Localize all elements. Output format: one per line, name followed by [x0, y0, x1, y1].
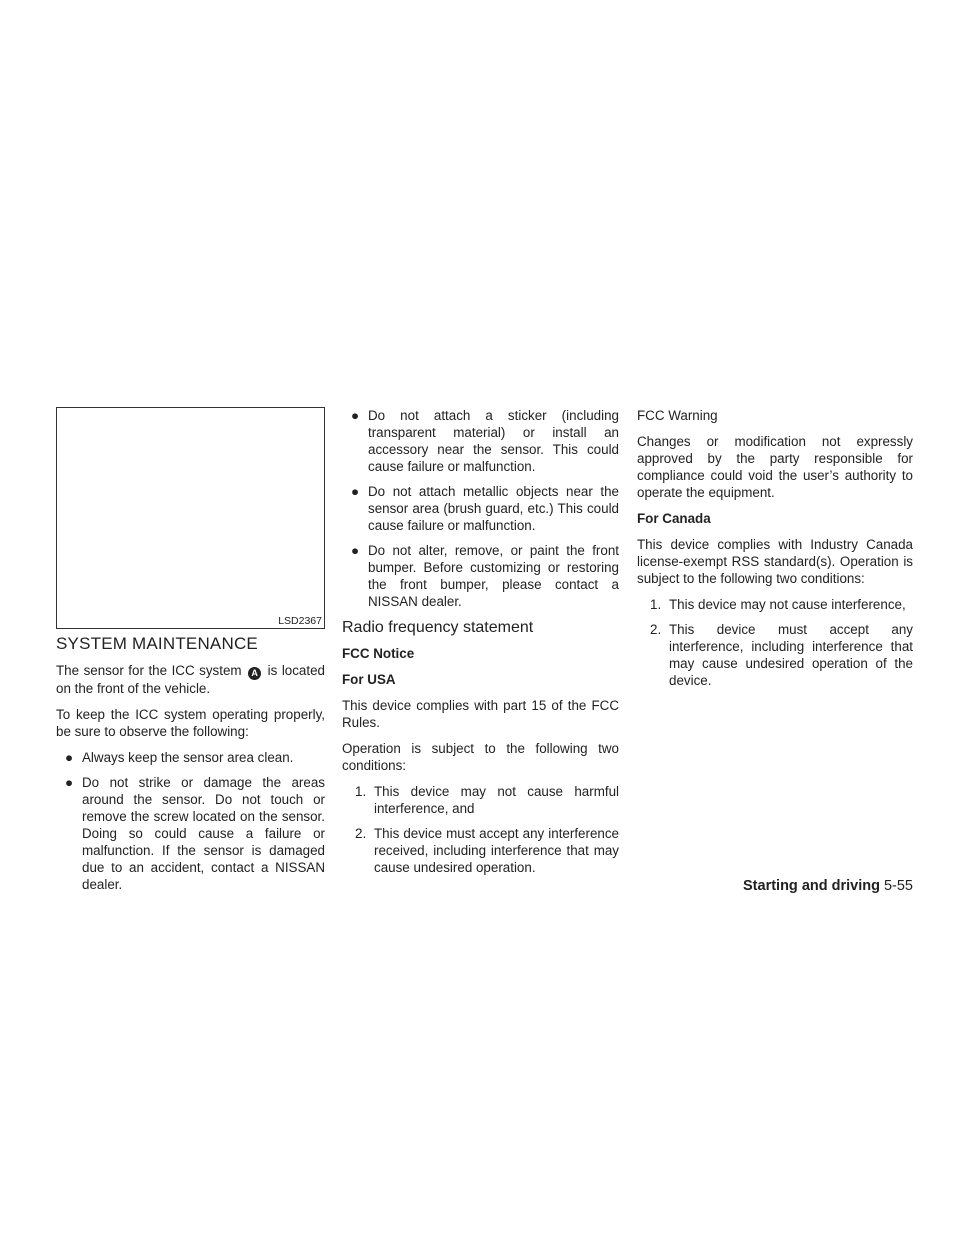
- radio-frequency-heading: Radio frequency statement: [342, 619, 534, 636]
- list-item: [342, 542, 619, 610]
- sensor-text-end: is located on the front of the vehicle.: [56, 663, 325, 696]
- sensor-text-start: The sensor for the ICC system: [56, 663, 242, 678]
- list-item-text: This device may not cause interference,: [669, 597, 906, 612]
- bullet-icon: ●: [351, 408, 360, 423]
- item-number: 2.: [355, 826, 367, 841]
- list-item-text: Always keep the sensor area clean.: [82, 750, 294, 765]
- conditions-paragraph: Operation is subject to the following two conditions:: [342, 741, 619, 773]
- for-canada-heading: For Canada: [637, 511, 711, 526]
- canada-conditions-list: [637, 596, 913, 689]
- bullet-icon: ●: [351, 543, 360, 558]
- middle-bullet-list: [342, 407, 619, 610]
- canada-compliance-paragraph: This device complies with Industry Canada license-exempt RSS standard(s). Operation is subject to the following two conditions:: [637, 537, 913, 586]
- item-number: 1.: [355, 784, 367, 799]
- item-number: 1.: [650, 597, 662, 612]
- footer-section-name: Starting and driving: [743, 878, 880, 894]
- list-item-text: This device may not cause harmful interference, and: [374, 784, 619, 816]
- list-item: [342, 483, 619, 534]
- page-footer: [743, 878, 913, 894]
- left-column: [56, 662, 325, 902]
- figure-id: LSD2367: [278, 615, 322, 627]
- list-item: [342, 825, 619, 876]
- page-number: 5-55: [883, 878, 913, 894]
- fcc-warning-heading: FCC Warning: [637, 408, 718, 423]
- usa-conditions-list: [342, 783, 619, 876]
- list-item: [342, 783, 619, 817]
- middle-column: [342, 407, 619, 885]
- list-item-text: Do not attach metallic objects near the sensor area (brush guard, etc.) This could cause failure or malfunction.: [368, 484, 619, 533]
- list-item: [56, 749, 325, 766]
- for-usa-heading: For USA: [342, 672, 396, 687]
- bullet-icon: ●: [65, 750, 74, 765]
- left-bullet-list: [56, 749, 325, 893]
- item-number: 2.: [650, 622, 662, 637]
- fcc-compliance-paragraph: This device complies with part 15 of the FCC Rules.: [342, 698, 619, 730]
- list-item: [342, 407, 619, 475]
- list-item-text: Do not alter, remove, or paint the front bumper. Before customizing or restoring the front bumper, please contact a NISSAN dealer.: [368, 543, 619, 609]
- figure-image: [56, 407, 325, 629]
- observe-paragraph: To keep the ICC system operating properly, be sure to observe the following:: [56, 707, 325, 739]
- sensor-location-paragraph: [56, 662, 325, 697]
- list-item-text: This device must accept any interference, including interference that may cause undesired operation of the device.: [669, 622, 913, 688]
- list-item: [56, 774, 325, 893]
- list-item-text: This device must accept any interference received, including interference that may cause undesired operation.: [374, 826, 619, 875]
- list-item: [637, 596, 913, 613]
- list-item-text: Do not strike or damage the areas around the sensor. Do not touch or remove the screw located on the sensor. Doing so could cause a failure or malfunction. If the sensor is damaged due to an accident, contact a NISSAN dealer.: [82, 775, 325, 892]
- list-item-text: Do not attach a sticker (including transparent material) or install an accessory near the sensor. This could cause failure or malfunction.: [368, 408, 619, 474]
- section-heading: SYSTEM MAINTENANCE: [56, 634, 258, 653]
- fcc-notice-heading: FCC Notice: [342, 646, 415, 661]
- bullet-icon: ●: [351, 484, 360, 499]
- bullet-icon: ●: [65, 775, 74, 790]
- right-column: [637, 407, 913, 698]
- marker-a-icon: A: [248, 667, 261, 680]
- changes-paragraph: Changes or modification not expressly approved by the party responsible for compliance could void the user’s authority to operate the equipment.: [637, 434, 913, 500]
- list-item: [637, 621, 913, 689]
